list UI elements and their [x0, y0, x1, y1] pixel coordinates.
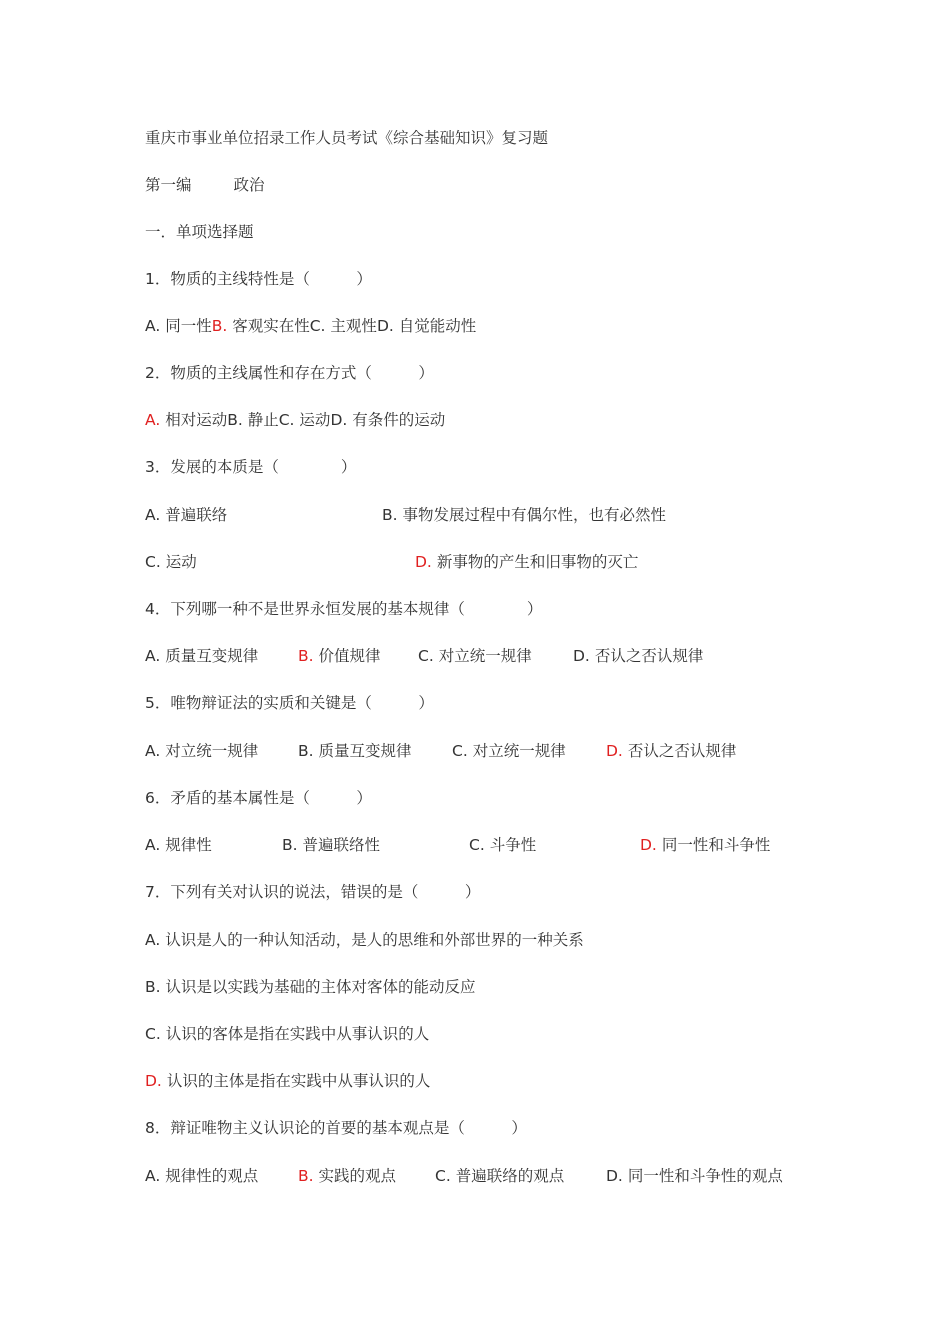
option-text: 客观实在性	[232, 317, 310, 335]
question-1: 1．物质的主线特性是（ ）	[145, 270, 372, 288]
option-key: C.	[452, 742, 468, 760]
option-text: 斗争性	[489, 836, 537, 854]
part-label: 第一编	[145, 176, 192, 194]
option-q4-b	[298, 646, 381, 666]
option-key: D.	[606, 1167, 623, 1185]
option-text: 质量互变规律	[318, 742, 412, 760]
option-text: 价值规律	[318, 647, 381, 665]
option-key-correct: B.	[211, 317, 228, 335]
option-text: 对立统一规律	[438, 647, 532, 665]
option-text: 同一性	[165, 317, 212, 335]
option-key-correct: D.	[640, 836, 657, 854]
question-6: 6．矛盾的基本属性是（ ）	[145, 789, 372, 807]
option-q6-c	[469, 835, 536, 855]
option-text: 实践的观点	[318, 1167, 397, 1185]
options-q1	[145, 316, 476, 336]
option-key-correct: D.	[606, 742, 623, 760]
option-q5-d	[606, 741, 736, 761]
option-q3-b	[382, 505, 666, 525]
option-q6-b	[282, 835, 380, 855]
option-q6-d	[640, 835, 770, 855]
option-q5-b	[298, 741, 412, 761]
option-key: C.	[309, 317, 326, 335]
option-key-correct: D.	[145, 1072, 162, 1090]
option-text: 认识是以实践为基础的主体对客体的能动反应	[165, 978, 476, 996]
option-text: 认识是人的一种认知活动，是人的思维和外部世界的一种关系	[165, 931, 584, 949]
option-q3-d	[415, 552, 638, 572]
option-text: 对立统一规律	[165, 742, 259, 760]
option-key: A.	[145, 742, 161, 760]
option-text: 自觉能动性	[398, 317, 477, 335]
option-text: 否认之否认规律	[627, 742, 737, 760]
option-key: D.	[573, 647, 590, 665]
option-q8-d	[606, 1166, 783, 1186]
option-key: C.	[469, 836, 485, 854]
option-key-correct: B.	[298, 647, 314, 665]
option-text: 否认之否认规律	[594, 647, 704, 665]
option-key: A.	[145, 836, 161, 854]
option-q7-a	[145, 930, 584, 950]
option-q8-a	[145, 1166, 258, 1186]
option-key: A.	[145, 317, 161, 335]
option-key: C.	[145, 1025, 161, 1043]
option-text: 有条件的运动	[352, 411, 446, 429]
option-q4-d	[573, 646, 703, 666]
option-key-correct: A.	[145, 411, 161, 429]
option-text: 认识的主体是指在实践中从事认识的人	[166, 1072, 431, 1090]
option-key: C.	[435, 1167, 451, 1185]
option-q8-c	[435, 1166, 564, 1186]
option-key: C.	[278, 411, 295, 429]
option-text: 规律性的观点	[165, 1167, 259, 1185]
option-q3-a	[145, 505, 227, 525]
option-q5-a	[145, 741, 258, 761]
question-2: 2．物质的主线属性和存在方式（ ）	[145, 364, 434, 382]
option-q7-c	[145, 1024, 429, 1044]
option-text: 同一性和斗争性的观点	[627, 1167, 783, 1185]
option-text: 普遍联络性	[302, 836, 381, 854]
option-key: B.	[227, 411, 243, 429]
option-q5-c	[452, 741, 566, 761]
option-key: B.	[145, 978, 161, 996]
option-text: 相对运动	[165, 411, 228, 429]
option-q4-c	[418, 646, 532, 666]
option-text: 对立统一规律	[472, 742, 566, 760]
option-key-correct: D.	[415, 553, 432, 571]
options-q2	[145, 410, 445, 430]
part-heading	[145, 175, 265, 195]
section-heading: 一．单项选择题	[145, 223, 254, 241]
option-text: 认识的客体是指在实践中从事认识的人	[165, 1025, 430, 1043]
option-key: C.	[418, 647, 434, 665]
option-key: A.	[145, 506, 161, 524]
option-q6-a	[145, 835, 212, 855]
option-q7-b	[145, 977, 476, 997]
question-5: 5．唯物辩证法的实质和关键是（ ）	[145, 694, 434, 712]
question-4: 4．下列哪一种不是世界永恒发展的基本规律（ ）	[145, 600, 543, 618]
option-key-correct: B.	[298, 1167, 314, 1185]
option-key: C.	[145, 553, 161, 571]
option-key: A.	[145, 647, 161, 665]
option-q4-a	[145, 646, 258, 666]
option-text: 运动	[165, 553, 197, 571]
option-text: 静止	[247, 411, 279, 429]
option-q8-b	[298, 1166, 396, 1186]
question-7: 7．下列有关对认识的说法，错误的是（ ）	[145, 883, 481, 901]
option-text: 同一性和斗争性	[661, 836, 771, 854]
option-key: D.	[330, 411, 348, 429]
option-text: 主观性	[330, 317, 377, 335]
option-key: B.	[298, 742, 314, 760]
option-text: 普遍联络	[165, 506, 228, 524]
option-q3-c	[145, 552, 197, 572]
option-text: 普遍联络的观点	[455, 1167, 565, 1185]
option-text: 事物发展过程中有偶尔性，也有必然性	[402, 506, 667, 524]
option-text: 规律性	[165, 836, 212, 854]
option-key: A.	[145, 931, 161, 949]
doc-title: 重庆市事业单位招录工作人员考试《综合基础知识》复习题	[145, 129, 549, 147]
option-text: 新事物的产生和旧事物的灭亡	[436, 553, 639, 571]
part-name: 政治	[233, 176, 265, 194]
option-key: A.	[145, 1167, 161, 1185]
option-key: B.	[282, 836, 298, 854]
option-key: B.	[382, 506, 398, 524]
question-3: 3．发展的本质是（ ）	[145, 458, 357, 476]
question-8: 8．辩证唯物主义认识论的首要的基本观点是（ ）	[145, 1119, 527, 1137]
option-key: D.	[376, 317, 394, 335]
option-text: 运动	[299, 411, 331, 429]
option-q7-d	[145, 1071, 430, 1091]
option-text: 质量互变规律	[165, 647, 259, 665]
